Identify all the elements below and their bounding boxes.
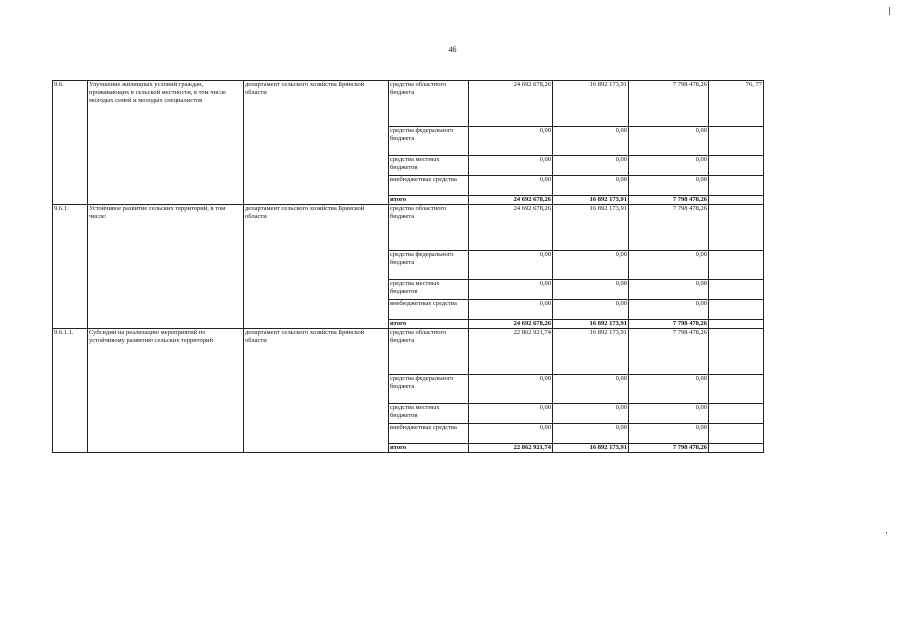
funding-source: средства федерального бюджета bbox=[389, 375, 469, 404]
amount-1: 24 692 678,26 bbox=[469, 320, 553, 329]
note-cell bbox=[709, 156, 764, 176]
amount-2: 0,00 bbox=[553, 156, 629, 176]
amount-2: 0,00 bbox=[553, 176, 629, 196]
note-cell bbox=[709, 300, 764, 320]
note-cell bbox=[709, 404, 764, 424]
amount-3: 7 798 478,26 bbox=[629, 205, 709, 251]
table-row bbox=[53, 329, 764, 375]
amount-3: 0,00 bbox=[629, 251, 709, 280]
section-name: Устойчивое развитие сельских территорий, в том числе: bbox=[88, 205, 244, 329]
amount-3: 0,00 bbox=[629, 375, 709, 404]
funding-source: внебюджетные средства bbox=[389, 424, 469, 444]
amount-2: 16 892 173,91 bbox=[553, 81, 629, 127]
table-row bbox=[53, 81, 764, 127]
amount-1: 0,00 bbox=[469, 404, 553, 424]
amount-1: 24 692 678,26 bbox=[469, 205, 553, 251]
amount-2: 16 892 173,91 bbox=[553, 205, 629, 251]
note-cell bbox=[709, 196, 764, 205]
amount-1: 0,00 bbox=[469, 127, 553, 156]
section-note bbox=[709, 329, 764, 375]
amount-3: 7 798 478,26 bbox=[629, 320, 709, 329]
amount-1: 22 862 921,74 bbox=[469, 444, 553, 453]
funding-source: средства местных бюджетов bbox=[389, 404, 469, 424]
table-row bbox=[53, 205, 764, 251]
table-body bbox=[53, 81, 764, 453]
amount-3: 0,00 bbox=[629, 127, 709, 156]
section-executor: департамент сельского хозяйства Брянской области bbox=[244, 205, 389, 329]
amount-2: 16 892 173,91 bbox=[553, 196, 629, 205]
section-executor: департамент сельского хозяйства Брянской области bbox=[244, 329, 389, 453]
amount-1: 0,00 bbox=[469, 280, 553, 300]
amount-1: 0,00 bbox=[469, 156, 553, 176]
funding-source: средства местных бюджетов bbox=[389, 280, 469, 300]
funding-source: внебюджетные средства bbox=[389, 176, 469, 196]
scan-mark-top-right bbox=[889, 7, 890, 15]
amount-1: 22 862 921,74 bbox=[469, 329, 553, 375]
amount-2: 0,00 bbox=[553, 300, 629, 320]
funding-source: внебюджетные средства bbox=[389, 300, 469, 320]
funding-source: итого bbox=[389, 320, 469, 329]
funding-source: средства областного бюджета bbox=[389, 329, 469, 375]
note-cell bbox=[709, 251, 764, 280]
amount-1: 0,00 bbox=[469, 375, 553, 404]
section-name: Улучшение жилищных условий граждан, проживающих в сельской местности, в том числе молодых семей и молодых специалистов bbox=[88, 81, 244, 205]
funding-source: итого bbox=[389, 444, 469, 453]
amount-1: 0,00 bbox=[469, 176, 553, 196]
amount-3: 0,00 bbox=[629, 300, 709, 320]
amount-1: 24 692 678,26 bbox=[469, 196, 553, 205]
amount-1: 0,00 bbox=[469, 424, 553, 444]
page-number: 46 bbox=[448, 45, 457, 54]
amount-2: 0,00 bbox=[553, 375, 629, 404]
amount-1: 0,00 bbox=[469, 300, 553, 320]
amount-3: 7 798 478,26 bbox=[629, 329, 709, 375]
note-cell bbox=[709, 176, 764, 196]
note-cell bbox=[709, 280, 764, 300]
section-note bbox=[709, 205, 764, 251]
section-code: 9.6.1.1. bbox=[53, 329, 88, 453]
note-cell bbox=[709, 444, 764, 453]
amount-3: 7 798 478,26 bbox=[629, 81, 709, 127]
section-code: 9.6. bbox=[53, 81, 88, 205]
amount-3: 0,00 bbox=[629, 404, 709, 424]
amount-1: 0,00 bbox=[469, 251, 553, 280]
amount-2: 0,00 bbox=[553, 251, 629, 280]
section-executor: департамент сельского хозяйства Брянской области bbox=[244, 81, 389, 205]
scan-mark-right-margin bbox=[886, 532, 887, 534]
funding-source: средства федерального бюджета bbox=[389, 127, 469, 156]
amount-2: 16 892 173,91 bbox=[553, 320, 629, 329]
amount-1: 24 692 678,26 bbox=[469, 81, 553, 127]
funding-source: итого bbox=[389, 196, 469, 205]
amount-3: 0,00 bbox=[629, 176, 709, 196]
funding-source: средства федерального бюджета bbox=[389, 251, 469, 280]
amount-2: 0,00 bbox=[553, 127, 629, 156]
amount-3: 0,00 bbox=[629, 424, 709, 444]
note-cell bbox=[709, 375, 764, 404]
section-name: Субсидии на реализацию мероприятий по устойчивому развитию сельских территорий bbox=[88, 329, 244, 453]
amount-2: 0,00 bbox=[553, 280, 629, 300]
amount-3: 7 798 478,26 bbox=[629, 196, 709, 205]
funding-source: средства областного бюджета bbox=[389, 205, 469, 251]
funding-source: средства местных бюджетов bbox=[389, 156, 469, 176]
note-cell bbox=[709, 127, 764, 156]
note-cell bbox=[709, 424, 764, 444]
amount-2: 0,00 bbox=[553, 424, 629, 444]
amount-3: 0,00 bbox=[629, 156, 709, 176]
amount-2: 0,00 bbox=[553, 404, 629, 424]
budget-table bbox=[52, 80, 764, 453]
amount-3: 0,00 bbox=[629, 280, 709, 300]
funding-source: средства областного бюджета bbox=[389, 81, 469, 127]
amount-3: 7 798 478,26 bbox=[629, 444, 709, 453]
section-note: 76, 77 bbox=[709, 81, 764, 127]
section-code: 9.6.1. bbox=[53, 205, 88, 329]
amount-2: 16 892 173,91 bbox=[553, 444, 629, 453]
amount-2: 16 892 173,91 bbox=[553, 329, 629, 375]
note-cell bbox=[709, 320, 764, 329]
